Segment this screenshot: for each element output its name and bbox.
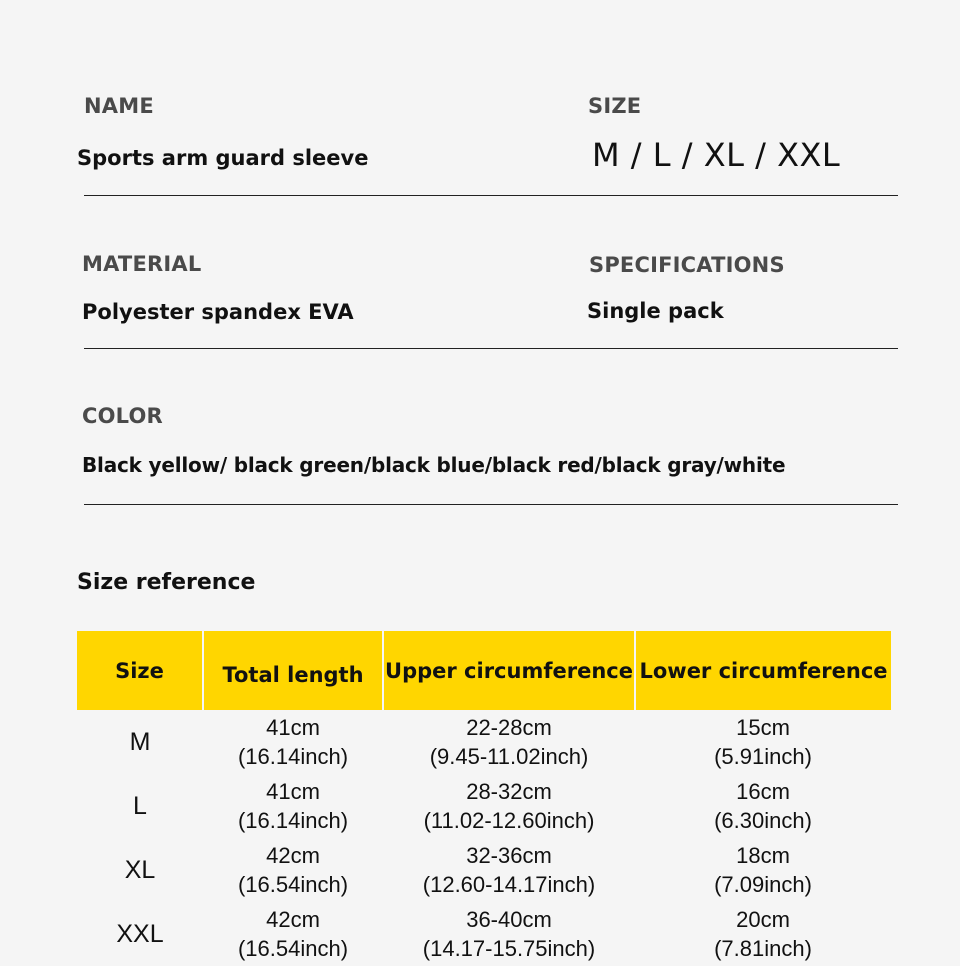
specifications-label: SPECIFICATIONS	[589, 253, 785, 277]
column-header-upper-circumference: Upper circumference	[383, 631, 635, 710]
upper-circumference-cell	[383, 774, 635, 838]
divider	[84, 348, 898, 349]
total-length-cell	[203, 774, 383, 838]
column-header-total-length: Total length	[203, 631, 383, 710]
upper-circumference-cm: 32-36cm	[466, 843, 552, 868]
total-length-cell	[203, 710, 383, 774]
upper-circumference-cell	[383, 902, 635, 966]
total-length-cm: 42cm	[266, 843, 320, 868]
total-length-inch: (16.14inch)	[237, 744, 349, 769]
size-value: M / L / XL / XXL	[592, 136, 841, 174]
lower-circumference-cell	[635, 710, 891, 774]
total-length-cm: 42cm	[266, 907, 320, 932]
table-row	[77, 902, 891, 966]
divider	[84, 504, 898, 505]
upper-circumference-inch: (14.17-15.75inch)	[422, 936, 596, 961]
size-reference-table	[77, 631, 891, 966]
size-cell: L	[133, 791, 147, 820]
table-row	[77, 774, 891, 838]
lower-circumference-inch: (6.30inch)	[714, 808, 812, 833]
total-length-inch: (16.14inch)	[237, 808, 349, 833]
name-value: Sports arm guard sleeve	[77, 146, 369, 170]
upper-circumference-inch: (12.60-14.17inch)	[422, 872, 596, 897]
upper-circumference-cm: 28-32cm	[466, 779, 552, 804]
size-reference-title: Size reference	[77, 570, 256, 595]
size-cell: XL	[124, 855, 156, 884]
lower-circumference-cell	[635, 902, 891, 966]
total-length-cell	[203, 838, 383, 902]
column-header-lower-circumference: Lower circumference	[635, 631, 891, 710]
lower-circumference-cm: 15cm	[736, 715, 790, 740]
table-row	[77, 838, 891, 902]
lower-circumference-cm: 16cm	[736, 779, 790, 804]
lower-circumference-inch: (5.91inch)	[714, 744, 812, 769]
divider	[84, 195, 898, 196]
lower-circumference-cm: 18cm	[736, 843, 790, 868]
total-length-cm: 41cm	[266, 715, 320, 740]
upper-circumference-cm: 36-40cm	[466, 907, 552, 932]
size-cell: XXL	[116, 919, 164, 948]
color-value: Black yellow/ black green/black blue/black red/black gray/white	[82, 453, 786, 477]
total-length-inch: (16.54inch)	[237, 936, 349, 961]
upper-circumference-cm: 22-28cm	[466, 715, 552, 740]
size-cell: M	[129, 727, 151, 756]
total-length-cell	[203, 902, 383, 966]
lower-circumference-inch: (7.81inch)	[714, 936, 812, 961]
lower-circumference-cm: 20cm	[736, 907, 790, 932]
column-header-size: Size	[77, 631, 203, 710]
upper-circumference-cell	[383, 838, 635, 902]
size-label: SIZE	[588, 94, 642, 118]
table-row	[77, 710, 891, 774]
table-header-row	[77, 631, 891, 710]
upper-circumference-inch: (9.45-11.02inch)	[429, 744, 589, 769]
upper-circumference-cell	[383, 710, 635, 774]
color-label: COLOR	[82, 404, 163, 428]
material-label: MATERIAL	[82, 252, 202, 276]
upper-circumference-inch: (11.02-12.60inch)	[423, 808, 595, 833]
lower-circumference-inch: (7.09inch)	[714, 872, 812, 897]
lower-circumference-cell	[635, 838, 891, 902]
lower-circumference-cell	[635, 774, 891, 838]
specifications-value: Single pack	[587, 299, 724, 323]
total-length-cm: 41cm	[266, 779, 320, 804]
total-length-inch: (16.54inch)	[237, 872, 349, 897]
material-value: Polyester spandex EVA	[82, 300, 354, 324]
name-label: NAME	[84, 94, 154, 118]
